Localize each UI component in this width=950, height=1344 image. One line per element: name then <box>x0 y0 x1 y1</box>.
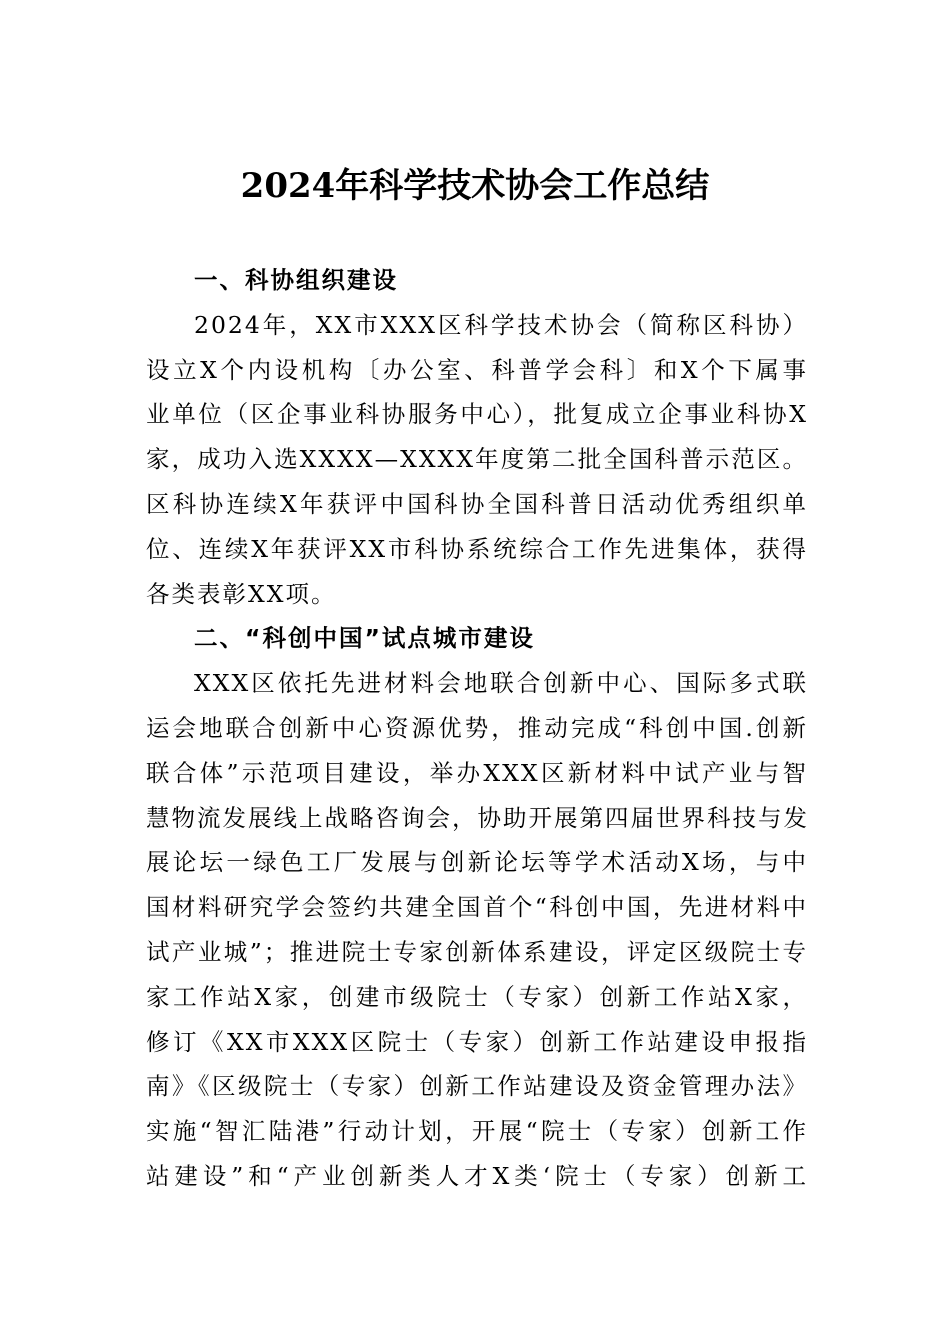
paragraph-line: 运会地联合创新中心资源优势，推动完成“科创中国.创新 <box>146 713 808 742</box>
paragraph-line: 实施“智汇陆港”行动计划，开展“院士（专家）创新工作 <box>146 1117 808 1146</box>
document-title: 2024年科学技术协会工作总结 <box>240 166 710 206</box>
paragraph-line: 设立X个内设机构〔办公室、科普学会科〕和X个下属事 <box>146 355 808 384</box>
paragraph-line: 展论坛一绿色工厂发展与创新论坛等学术活动X场，与中 <box>146 848 808 877</box>
paragraph-line: 家工作站X家，创建市级院士（专家）创新工作站X家， <box>146 982 808 1011</box>
paragraph-line: 区科协连续X年获评中国科协全国科普日活动优秀组织单 <box>146 489 808 518</box>
paragraph-line: 试产业城”；推进院士专家创新体系建设，评定区级院士专 <box>146 937 808 966</box>
paragraph-line: 修订《XX市XXX区院士（专家）创新工作站建设申报指 <box>146 1027 808 1056</box>
paragraph-line: 国材料研究学会签约共建全国首个“科创中国，先进材料中 <box>146 893 808 922</box>
section-paragraph <box>146 303 808 617</box>
paragraph-line: 慧物流发展线上战略咨询会，协助开展第四届世界科技与发 <box>146 803 809 832</box>
paragraph-line: 家，成功入选XXXX—XXXX年度第二批全国科普示范区。 <box>146 445 808 474</box>
document-body <box>146 258 808 1199</box>
paragraph-line: 南》《区级院士（专家）创新工作站建设及资金管理办法》 <box>146 1072 808 1101</box>
section-heading: 一、科协组织建设 <box>194 266 398 294</box>
paragraph-line: 各类表彰XX项。 <box>146 579 337 608</box>
paragraph-line: XXX区依托先进材料会地联合创新中心、国际多式联 <box>194 669 808 698</box>
paragraph-line: 联合体”示范项目建设，举办XXX区新材料中试产业与智 <box>146 758 808 787</box>
section-paragraph <box>146 661 808 1199</box>
paragraph-line: 业单位（区企事业科协服务中心），批复成立企事业科协X <box>146 400 808 429</box>
section-heading: 二、“科创中国”试点城市建设 <box>194 624 535 653</box>
paragraph-line: 2024年，XX市XXX区科学技术协会（简称区科协） <box>194 310 808 339</box>
paragraph-line: 位、连续X年获评XX市科协系统综合工作先进集体，获得 <box>146 534 808 563</box>
paragraph-line: 站建设”和“产业创新类人才X类‘院士（专家）创新工 <box>146 1161 808 1190</box>
